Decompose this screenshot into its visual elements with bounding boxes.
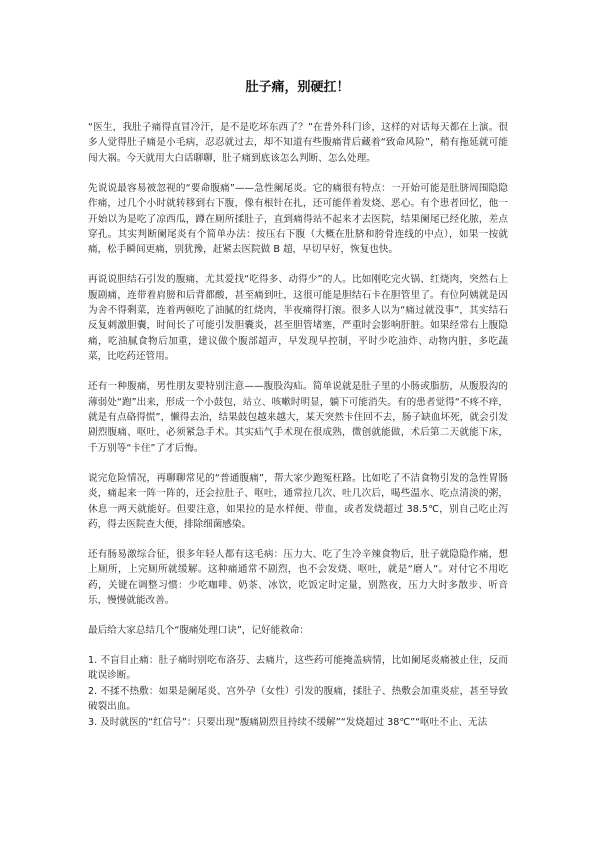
paragraph-5: 说完危险情况，再聊聊常见的“普通腹痛”，帮大家少跑冤枉路。比如吃了不洁食物引发的急性胃肠炎，痛起来一阵一阵的，还会拉肚子、呕吐，通常拉几次、吐几次后，喝些温水、吃点清淡的粥，休息一两天就能好。但要注意，如果拉的是水样便、带血，或者发烧超过 38.5℃，别自己吃止泻药，得去医院查大便，排除细菌感染。	[88, 472, 508, 530]
paragraph-1: “医生，我肚子痛得直冒冷汗，是不是吃坏东西了？”在普外科门诊，这样的对话每天都在上演。很多人觉得肚子痛是小毛病，忍忍就过去，却不知道有些腹痛背后藏着“致命风险”，稍有拖延就可能闯大祸。今天就用大白话聊聊，肚子痛到底该怎么判断、怎么处理。	[88, 122, 508, 164]
tips-list-item: 1. 不盲目止痛：肚子痛时别吃布洛芬、去痛片，这些药可能掩盖病情，比如阑尾炎痛被止住，反而耽误诊断。	[88, 654, 508, 682]
paragraph-3: 再说说胆结石引发的腹痛，尤其爱找“吃得多、动得少”的人。比如刚吃完火锅、红烧肉，突然右上腹剧痛，连带着肩膀和后背都酸，甚至痛到吐，这很可能是胆结石卡在胆管里了。有位阿姨就是因为舍不得剩菜，连着两顿吃了油腻的红烧肉，半夜痛得打滚。很多人以为“痛过就没事”，其实结石反复刺激胆囊，时间长了可能引发胆囊炎，甚至胆管堵塞，严重时会影响肝脏。如果经常右上腹隐痛，吃油腻食物后加重，建议做个腹部超声，早发现早控制，平时少吃油炸、动物内脏，多吃蔬菜，比吃药还管用。	[88, 274, 508, 363]
document-body	[88, 120, 508, 730]
tips-list	[88, 653, 508, 730]
document-title: 肚子痛，别硬扛！	[245, 80, 350, 95]
tips-list-item: 3. 及时就医的“红信号”：只要出现“腹痛剧烈且持续不缓解”“发烧超过 38℃”“呕吐不止、无法	[88, 716, 488, 728]
paragraph-2: 先说说最容易被忽视的“要命腹痛”——急性阑尾炎。它的痛很有特点：一开始可能是肚脐周围隐隐作痛，过几个小时就转移到右下腹，像有根针在扎，还可能伴着发烧、恶心。有个患者回忆，他一开始以为是吃了凉西瓜，蹲在厕所揉肚子，直到痛得站不起来才去医院，结果阑尾已经化脓，差点穿孔。其实判断阑尾炎有个简单办法：按压右下腹（大概在肚脐和胯骨连线的中点），如果一按就痛，松手瞬间更痛，别犹豫，赶紧去医院做 B 超，早切早好，恢复也快。	[88, 182, 508, 256]
paragraph-7: 最后给大家总结几个“腹痛处理口诀”，记好能救命：	[88, 624, 310, 636]
paragraph-6: 还有肠易激综合征，很多年轻人都有这毛病：压力大、吃了生冷辛辣食物后，肚子就隐隐作痛，想上厕所，上完厕所就缓解。这种痛通常不剧烈，也不会发烧、呕吐，就是“磨人”。对付它不用吃药，关键在调整习惯：少吃咖啡、奶茶、冰饮，吃饭定时定量，别熬夜，压力大时多散步、听音乐，慢慢就能改善。	[88, 548, 508, 607]
paragraph-4: 还有一种腹痛，男性朋友要特别注意——腹股沟疝。简单说就是肚子里的小肠或脂肪，从腹股沟的薄弱处“跑”出来，形成一个小鼓包，站立、咳嗽时明显，躺下可能消失。有的患者觉得“不疼不痒，就是有点硌得慌”，懒得去治，结果鼓包越来越大，某天突然卡住回不去，肠子缺血坏死，就会引发剧烈腹痛、呕吐，必须紧急手术。其实疝气手术现在很成熟，微创就能做，术后第二天就能下床，千万别等“卡住”了才后悔。	[88, 381, 508, 454]
tips-list-item: 2. 不揉不热敷：如果是阑尾炎、宫外孕（女性）引发的腹痛，揉肚子、热敷会加重炎症，甚至导致破裂出血。	[88, 685, 508, 713]
